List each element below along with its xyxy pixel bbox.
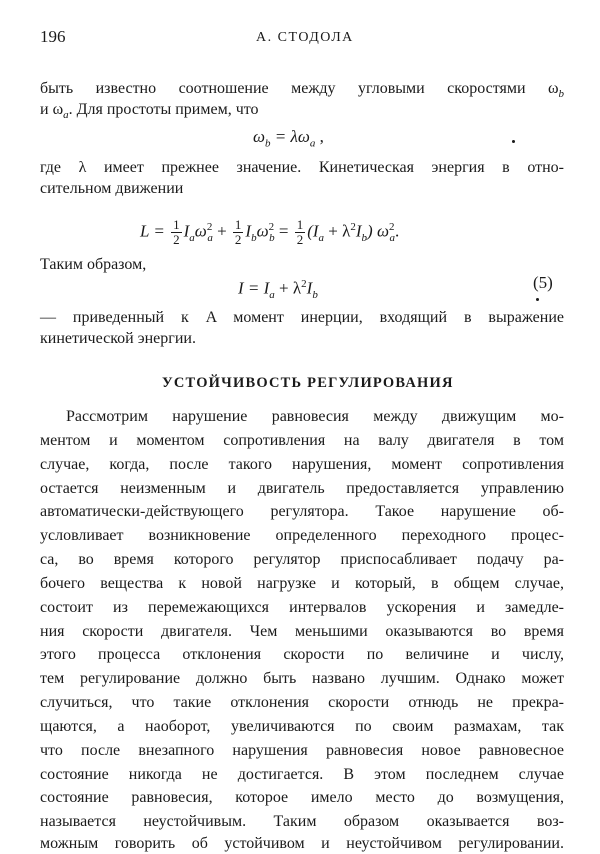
formula-kinetic-energy: L = $\frac{1}{2}$ $I_a\omega^2_a$ + $\frac{1}{2}$ $I_b\omega^2_b$ = $\frac{1}{2}$ $(I_a + \lambda^2I_b)$ $\omega^2_a$. (140, 217, 400, 248)
text-line-kinetic-energy: кинетической энергии. (40, 330, 196, 347)
paragraph-line: автоматически-действующего регулятора. Такое нарушение об- (40, 503, 564, 520)
text-line-lambda: где λ имеет прежнее значение. Кинетическая энергия в отно- (40, 159, 564, 176)
paragraph-line: бочего вещества к новой нагрузке и который, в общем случае, (40, 575, 564, 592)
text-line-thus: Таким образом, (40, 256, 147, 273)
paragraph-line: этого процесса отклонения скорости по величине и числу, (40, 646, 564, 663)
paragraph-line: состоит из перемежающихся интервалов ускорения и замедле- (40, 599, 564, 616)
page-number: 196 (40, 27, 66, 46)
paragraph-line: ния скорости двигателя. Чем меньшими оказываются во время (40, 623, 564, 640)
section-heading: УСТОЙЧИВОСТЬ РЕГУЛИРОВАНИЯ (162, 375, 454, 391)
paragraph-line: состояние никогда не достигается. В этом последнем случае (40, 766, 564, 783)
paragraph-line: Рассмотрим нарушение равновесия между движущим мо- (66, 408, 564, 425)
intro-line-2: и $\omega_a$. Для простоты примем, что (40, 101, 259, 122)
formula-omega-relation: $\omega_b = \lambda\omega_a$ , (253, 127, 324, 150)
paragraph-line: можным говорить об устойчивом и неустойчивом регулировании. (40, 835, 564, 852)
text-line-relative-motion: сительном движении (40, 180, 184, 197)
intro-line-1: быть известно соотношение между угловыми скоростями $\omega_b$ (40, 80, 564, 101)
equation-number: (5) (533, 273, 553, 292)
stray-dot (512, 140, 515, 143)
paragraph-line: случиться, что такие отклонения скорости отнюдь не прекра- (40, 694, 564, 711)
paragraph-line: тем регулирование должно быть названо лучшим. Однако может (40, 670, 564, 687)
formula-reduced-inertia: $I = I_a + \lambda^2I_b$ (238, 278, 318, 302)
paragraph-line: состояние равновесия, которое имело место до возмущения, (40, 789, 564, 806)
paragraph-line: условливает возникновение определенного переходного процес- (40, 527, 564, 544)
stray-dot-2 (536, 298, 539, 301)
paragraph-line: са, во время которого регулятор приспосабливает подачу ра- (40, 551, 564, 568)
paragraph-line: остается неизменным и двигатель предоставляется управлению (40, 480, 564, 497)
paragraph-line: что после внезапного нарушения равновесия новое равновесное (40, 742, 564, 759)
text-line-reduced-moment: — приведенный к A момент инерции, входящий в выражение (40, 309, 564, 326)
paragraph-line: щаются, а наоборот, увеличиваются по своим размахам, так (40, 718, 564, 735)
paragraph-line: случае, когда, после такого нарушения, момент сопротивления (40, 456, 564, 473)
paragraph-line: называется неустойчивым. Таким образом оказывается воз- (40, 813, 564, 830)
paragraph-line: ментом и моментом сопротивления на валу двигателя в том (40, 432, 564, 449)
running-head: А. СТОДОЛА (256, 30, 354, 45)
